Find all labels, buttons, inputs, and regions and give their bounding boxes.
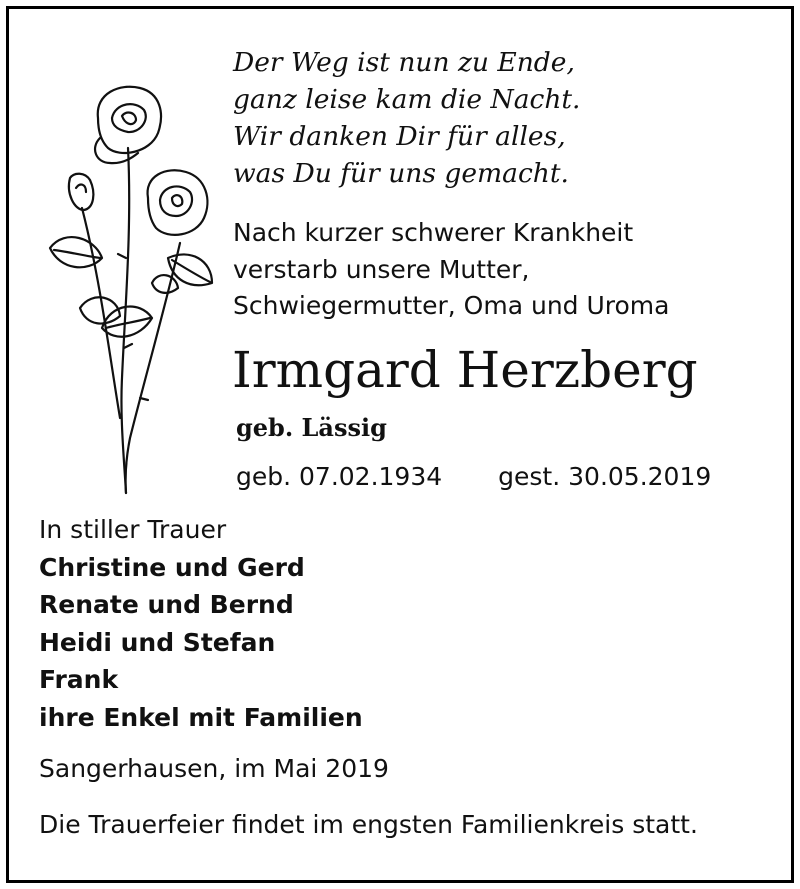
death-date: gest. 30.05.2019 (498, 462, 712, 491)
mourner-name: Christine und Gerd (39, 552, 305, 582)
birth-date: geb. 07.02.1934 (236, 462, 443, 491)
mourners-heading: In stiller Trauer (39, 515, 227, 544)
poem-line: Wir danken Dir für alles, (233, 121, 566, 152)
intro-line: Schwiegermutter, Oma und Uroma (233, 291, 670, 320)
funeral-note: Die Trauerfeier findet im engsten Familienkreis statt. (39, 810, 698, 839)
maiden-name: geb. Lässig (236, 413, 387, 442)
place-date: Sangerhausen, im Mai 2019 (39, 754, 389, 783)
mourner-name: Renate und Bernd (39, 590, 294, 619)
intro-line: verstarb unsere Mutter, (233, 254, 530, 284)
mourner-name: Frank (39, 665, 119, 694)
poem (233, 44, 580, 192)
life-dates (236, 462, 711, 491)
mourner-name: ihre Enkel mit Familien (39, 702, 363, 732)
deceased-name: Irmgard Herzberg (232, 341, 698, 399)
mourner-name: Heidi und Stefan (39, 627, 276, 657)
poem-line: ganz leise kam die Nacht. (233, 84, 581, 115)
mourners (39, 511, 363, 736)
rose-illustration-icon (40, 78, 220, 498)
death-announcement (233, 215, 669, 325)
poem-line: was Du für uns gemacht. (233, 158, 569, 189)
intro-line: Nach kurzer schwerer Krankheit (233, 218, 634, 247)
poem-line: Der Weg ist nun zu Ende, (233, 47, 575, 78)
